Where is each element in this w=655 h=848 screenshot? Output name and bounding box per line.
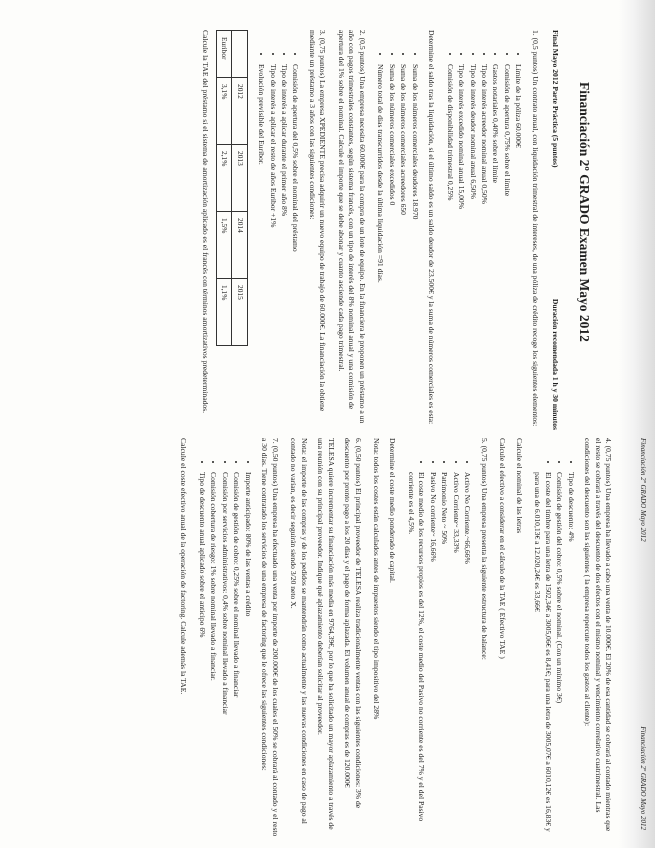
q3-list xyxy=(256,30,301,430)
q7-text: 7. (0,50 puntos) Una empresa ha efectuado una venta por importe de 200.000€ de los cuales el 50% se cobrará al contado y el resto a 30 días. Tiene contratado los servicios de una empresa de factoring que le ofrece las siguientes condiciones: xyxy=(260,438,280,837)
q4-text: 4. (0,75 puntos) Una empresa ha llevado a cabo una venta de 10.000€. El 20% de esa cantidad se cobrará al contado mientras que el resto se cobrará a través del descuento de dos efectos con el mismo nominal y vencimiento correlativo cuatrimestral. Las condiciones del descuento son las siguientes ( la empresa repercute todos los gastos al cliente): xyxy=(583,438,613,832)
q3-item: • Tipo de interés a aplicar durante el primer año 8% xyxy=(279,64,289,430)
exam-subtitle xyxy=(550,30,560,430)
table-value-cell: 1,1% xyxy=(217,279,232,346)
left-column xyxy=(192,30,611,430)
question-5 xyxy=(371,438,489,838)
right-column xyxy=(170,438,613,838)
q5-item: • Activo Corriente~ 33,33% xyxy=(450,472,460,838)
q7-list xyxy=(196,438,252,838)
q1-item: • Tipo de interés excedido nominal anual 15,00% xyxy=(456,64,466,430)
table-year-cell: 2013 xyxy=(232,145,247,212)
question-3 xyxy=(200,30,328,430)
q5-followup: Determine el coste medio ponderado de capital. xyxy=(388,438,398,583)
q5-list xyxy=(406,438,473,838)
q1-item: • Tipo de interés deudor nominal anual 6,50% xyxy=(467,64,477,430)
q7-item: • Comisión cobertura de riesgo: 1% sobre nominal llevado a financiar. xyxy=(208,472,218,838)
q1-item: • Gastos notariales 0,40% sobre el límite xyxy=(490,64,500,430)
q5-note: Nota: todos los costes están calculados antes de impuestos siendo el tipo impositivo del 28% xyxy=(372,438,382,720)
q4-item: • Comisión de gestión del cobro: 0,5% sobre el nominal. (Con un mínimo 3€) xyxy=(554,472,564,838)
q1-intro: 1. (0,5 puntos) Un contrato anual, con liquidación trimestral de intereses, de una póliza de crédito recoge los siguientes elementos: xyxy=(530,30,540,427)
q7-item: • Comisión por servicios administrativos: 0,4% sobre nominal llevado a financiar xyxy=(219,472,229,838)
page-header-left: Financiación 2º GRADO Mayo 2012 xyxy=(639,438,647,542)
table-year-cell: 2014 xyxy=(232,212,247,279)
q6-paragraph-3: Nota: el importe de las compras y de los pedidos se mantendrán como actualmente y las nuevas condiciones en caso de pago al contado no varían, es decir seguirán siendo 3/20 neto X. xyxy=(289,438,309,824)
table-header-cell xyxy=(232,31,247,78)
q3-closing: Calcule la TAE del préstamo si el sistema de amortización aplicado es el francés con términos amortizativos predeterminados. xyxy=(201,30,211,414)
scan-edge-shadow xyxy=(619,0,655,848)
q5-item: • Patrimonio Neto ~ 50% xyxy=(439,472,449,838)
q4-list xyxy=(532,438,576,838)
question-4 xyxy=(497,438,613,838)
euribor-table xyxy=(216,30,247,346)
q1-item-2: • Suma de los números comerciales acreedores 650 xyxy=(398,64,408,430)
q2-text: 2. (0,5 puntos) Una empresa necesita 60.000€ para la compra de un lote de equipo. En la financiera le proponen un préstamo a un año con pagos trimestrales constantes, según sistema francés, con un tipo de interés del 8% nominal anual y una comisión de apertura del 1% sobre el nominal. Calcule el importe que se debe abonar y cuanto asciende cada pago trimestral. xyxy=(336,30,367,424)
q6-text: 6. (0,50 puntos) El principal proveedor de TELESA realiza tradicionalmente ventas con las siguientes condiciones: 3% de descuento por pronto pago a los 20 días y el pago de forma aplazada. El volumen anual de compras es de 120.000€ xyxy=(343,438,363,809)
table-row xyxy=(232,31,247,346)
q1-list-2 xyxy=(375,30,420,430)
table-year-cell: 2012 xyxy=(232,78,247,145)
q5-item: • Activo No Corriente.~66,66% xyxy=(462,472,472,838)
q1-item: • Comisión de apertura 0,75% sobre el límite xyxy=(502,64,512,430)
q7-item: • Comisión de gestión de cobro: 0,25% sobre el nominal llevado a financiar xyxy=(231,472,241,838)
q1-followup: Determine el saldo tras la liquidación, si el último saldo es un saldo deudor de 23.500€ y la suma de números comerciales es esta: xyxy=(427,30,437,425)
question-2 xyxy=(335,30,366,430)
table-label-cell: Euribor xyxy=(217,31,232,78)
q3-item: • Comisión de apertura del 0,5% sobre el nominal del préstamo xyxy=(290,64,300,430)
table-value-cell: 2,1% xyxy=(217,145,232,212)
subtitle-right: Duración recomendada 1 h y 30 minutos xyxy=(551,298,561,430)
q1-item: • Límite de la póliza 60.000€ xyxy=(513,64,523,430)
question-1 xyxy=(375,30,540,430)
q1-item-2: • Suma de los números comerciales deudores 18.970 xyxy=(409,64,419,430)
question-7 xyxy=(178,438,280,838)
q4-item: • Tipo de descuento: 4% xyxy=(565,472,575,838)
q7-item: • Tipo de descuento anual aplicado sobre el anticipo 6% xyxy=(196,472,206,838)
q4-calc-2: Calcule el efectivo a considerar en el cálculo de la TAE ( Efectivo TAE ) xyxy=(498,438,508,659)
table-value-cell: 3,1% xyxy=(217,78,232,145)
q5-text: 5. (0,75 puntos) Una empresa presenta la siguiente estructura de balance: xyxy=(479,438,489,660)
exam-title: Financiación 2º GRADO Examen Mayo 2012 xyxy=(577,82,592,342)
q1-item-2: • Número total de días transcurridos desde la última liquidación =91 días. xyxy=(375,64,385,430)
q3-item: • Tipo de interés a aplicar el resto de años Euribor +1% xyxy=(267,64,277,430)
q5-item: • El coste medio de los recursos propios es del 12%, el coste medio del Pasivo no corriente es del 7% y el del Pasivo corriente es el 4,5%. xyxy=(406,472,427,838)
q5-item: • Pasivo No corriente~ 16,66% xyxy=(427,472,437,838)
question-6 xyxy=(288,438,363,838)
q1-list xyxy=(444,30,523,430)
subtitle-left: Final Mayo 2012 Parte Práctica (5 puntos) xyxy=(551,30,561,168)
q3-item: • Evolución previsible del Euribor. xyxy=(256,64,266,430)
table-value-cell: 1,5% xyxy=(217,212,232,279)
q7-closing: Calcule el coste efectivo anual de la operación de factoring. Calcule además la TAE. xyxy=(179,438,189,695)
q1-item-2: • Suma de los números comerciales excedidos 0 xyxy=(386,64,396,430)
page-header: Financiación 2º GRADO Mayo 2012 xyxy=(639,726,647,830)
q1-item: • Comisión de disponibilidad trimestral 0,25% xyxy=(444,64,454,430)
q1-item: • Tipo de interés acreedor nominal anual 0,50% xyxy=(479,64,489,430)
q4-item: • El coste del timbre para una letra de 1502,34€ a 3005,06€ es 8,41€; para una letra de 3005,07€ a 6010,12€ es 16,83€ y para una de 6.010,13€ a 12.020,24€ es 33,66€ xyxy=(532,472,553,838)
q3-text: 3. (0,75 puntos) La empresa XPEDIENTE precisa adquirir un nuevo equipo de trabajo de 60.000€. La financiación la obtiene mediante un préstamo a 3 años con las siguientes condiciones: xyxy=(307,30,328,412)
q6-paragraph-2: TELESA quiere incrementar su financiación más media en 9764,39€, por lo que ha solicitado un mayor aplazamiento a través de una reunión con su principal proveedor. Indique qué aplazamiento deberían solicitar al proveedor. xyxy=(316,438,336,830)
table-row xyxy=(217,31,232,346)
q4-calc-1: Calcule el nominal de las letras xyxy=(514,438,524,534)
q7-item: • Importe anticipado: 80% de las ventas a crédito xyxy=(242,472,252,838)
table-year-cell: 2015 xyxy=(232,279,247,346)
